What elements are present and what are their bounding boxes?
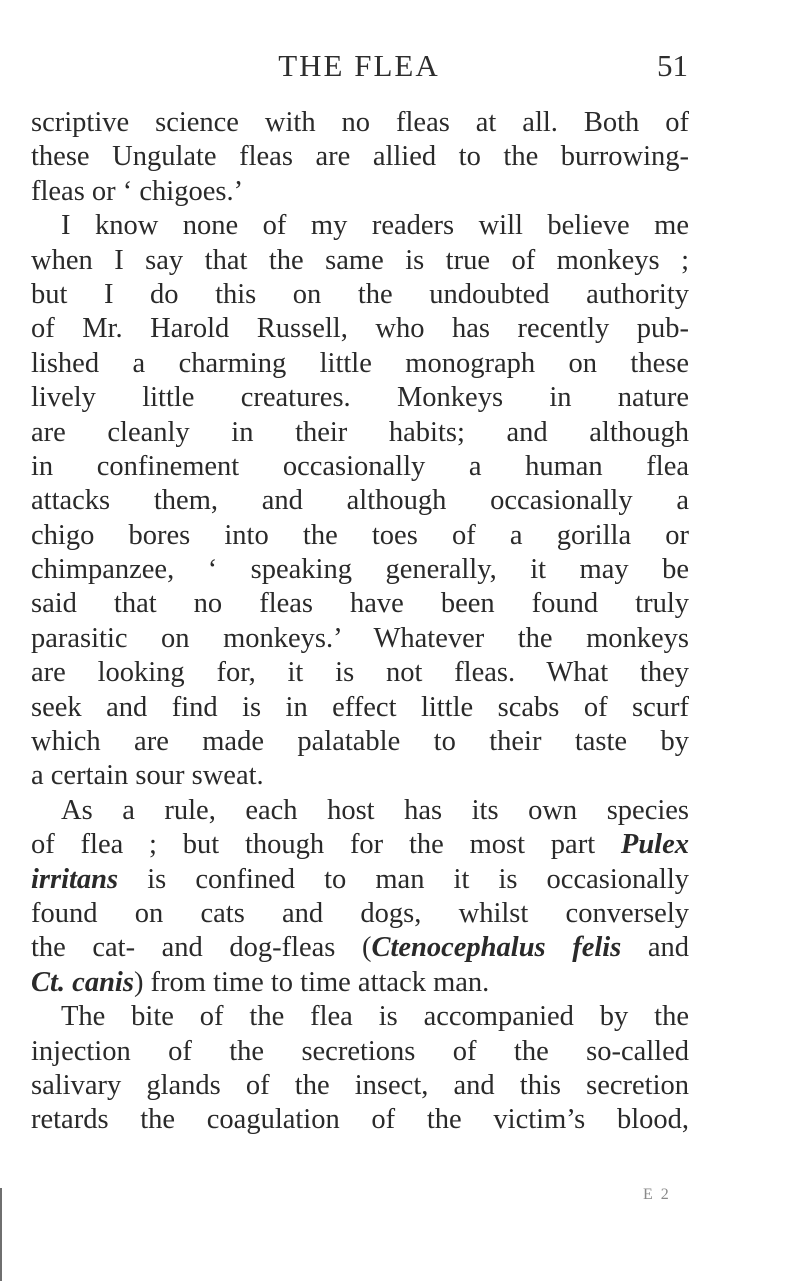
text-line: which are made palatable to their taste by xyxy=(31,726,689,758)
text-line: injection of the secretions of the so-called xyxy=(31,1035,689,1067)
text-run: the cat- and dog-fleas ( xyxy=(31,932,372,964)
page-edge-line xyxy=(0,1188,2,1281)
text-run: is confined to man it is occasionally xyxy=(118,863,689,895)
text-line: found on cats and dogs, whilst conversely xyxy=(31,897,689,929)
text-line: chimpanzee, ‘ speaking generally, it may be xyxy=(31,554,689,586)
species-name: Ctenocephalus felis xyxy=(371,932,622,964)
text-line: parasitic on monkeys.’ Whatever the monkeys xyxy=(31,622,689,654)
paragraph-first-line: The bite of the flea is accompanied by the xyxy=(61,1001,689,1033)
species-name: irritans xyxy=(31,863,119,895)
text-line-mixed xyxy=(31,863,689,897)
paragraph-first-line: As a rule, each host has its own species xyxy=(61,794,689,826)
text-line: attacks them, and although occasionally a xyxy=(31,485,689,517)
text-run: and xyxy=(621,932,689,964)
text-run: ) from time to time attack man. xyxy=(133,966,490,998)
text-line: in confinement occasionally a human flea xyxy=(31,450,689,482)
running-head xyxy=(30,46,688,86)
text-line: these Ungulate fleas are allied to the burrowing- xyxy=(31,141,689,173)
text-line: when I say that the same is true of monkeys ; xyxy=(31,244,689,276)
text-line: lished a charming little monograph on these xyxy=(31,347,689,379)
text-line: seek and find is in effect little scabs of scurf xyxy=(31,691,689,723)
text-line: but I do this on the undoubted authority xyxy=(31,278,689,310)
text-line: said that no fleas have been found truly xyxy=(31,588,689,620)
text-line-mixed xyxy=(31,828,689,862)
running-head-title: THE FLEA xyxy=(278,48,440,83)
text-run: of flea ; but though for the most part xyxy=(31,829,621,861)
text-line: salivary glands of the insect, and this secretion xyxy=(31,1069,689,1101)
body-text xyxy=(31,106,689,1138)
text-line: are cleanly in their habits; and although xyxy=(31,416,689,448)
page-number: 51 xyxy=(657,48,688,83)
text-line: retards the coagulation of the victim’s blood, xyxy=(31,1104,689,1136)
text-line: fleas or ‘ chigoes.’ xyxy=(31,175,244,207)
text-line: are looking for, it is not fleas. What they xyxy=(31,657,689,689)
text-line: scriptive science with no fleas at all. Both of xyxy=(31,107,689,138)
text-line: a certain sour sweat. xyxy=(31,760,264,792)
text-line: chigo bores into the toes of a gorilla or xyxy=(31,519,689,551)
text-line-mixed xyxy=(31,931,689,965)
text-line-mixed xyxy=(31,966,689,1000)
text-line: lively little creatures. Monkeys in nature xyxy=(31,382,689,414)
species-name: Ct. canis xyxy=(31,966,134,998)
signature-mark: E 2 xyxy=(643,1186,671,1203)
paragraph-first-line: I know none of my readers will believe me xyxy=(61,210,689,242)
text-line: of Mr. Harold Russell, who has recently pub- xyxy=(31,313,689,345)
species-name: Pulex xyxy=(620,829,689,861)
